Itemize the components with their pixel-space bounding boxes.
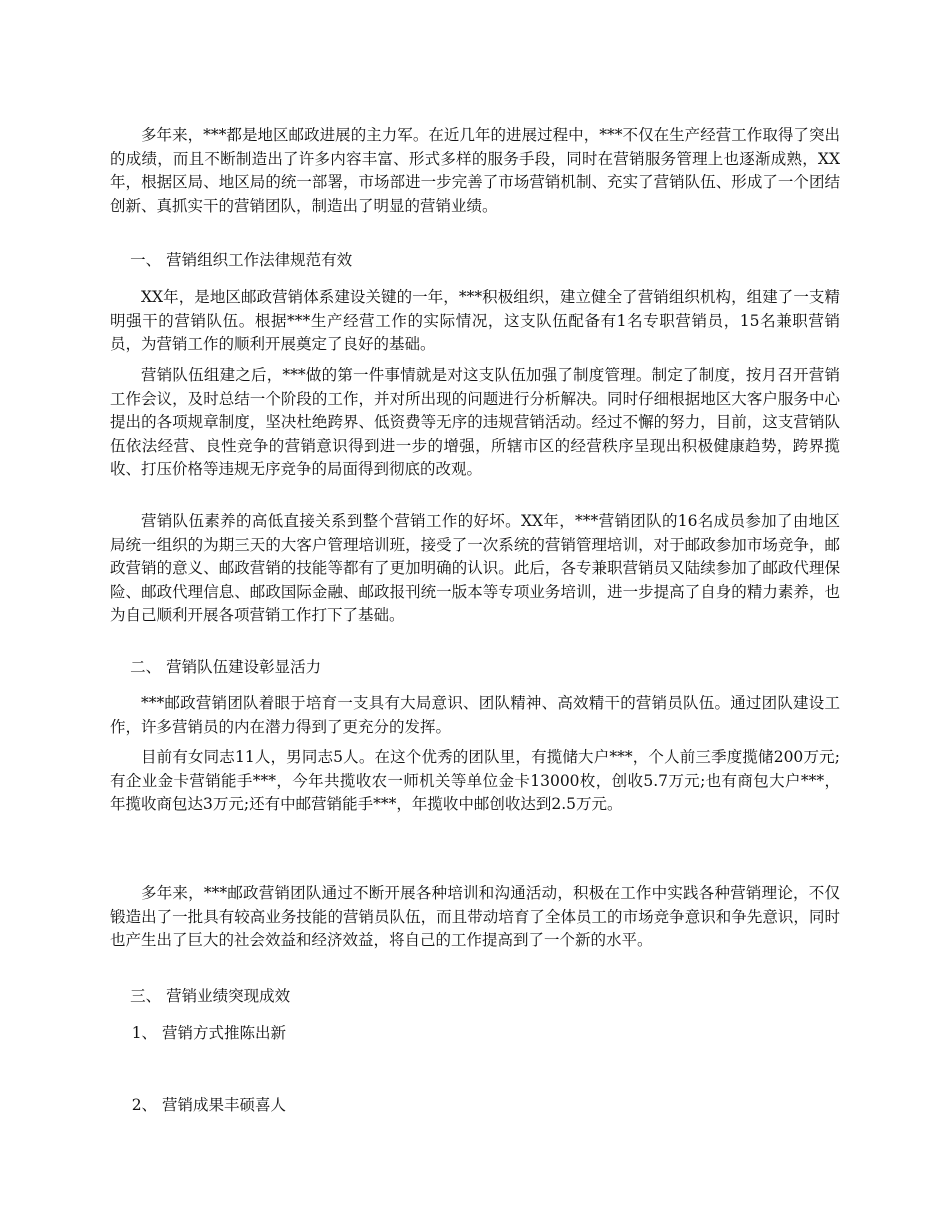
- section-heading-2: 二、 营销队伍建设彰显活力: [130, 658, 322, 676]
- subsection-heading-2: 2、 营销成果丰硕喜人: [131, 1096, 286, 1114]
- paragraph-training: 营销队伍素养的高低直接关系到整个营销工作的好坏。XX年，***营销团队的16名成员参加了由地区局统一组织的为期三天的大客户管理培训班，接受了一次系统的营销管理培训，对于邮政参加市场竞争，邮政营销的意义、邮政营销的技能等都有了更加明确的认识。此后，各专兼职营销员又陆续参加了邮政代理保险、邮政代理信息、邮政国际金融、邮政报刊统一版本等专项业务培训，进一步提高了自身的精力素养，也为自己顺利开展各项营销工作打下了基础。: [110, 512, 840, 624]
- section-heading-3: 三、 营销业绩突现成效: [130, 987, 291, 1005]
- subsection-heading-1: 1、 营销方式推陈出新: [131, 1024, 286, 1042]
- section-heading-1: 一、 营销组织工作法律规范有效: [130, 251, 353, 269]
- paragraph-results-summary: 多年来，***邮政营销团队通过不断开展各种培训和沟通活动，积极在工作中实践各种营销理论，不仅锻造出了一批具有较高业务技能的营销员队伍，而且带动培育了全体员工的市场竞争意识和争先意识，同时也产生出了巨大的社会效益和经济效益，将自己的工作提高到了一个新的水平。: [110, 884, 840, 949]
- paragraph-team-building: ***邮政营销团队着眼于培育一支具有大局意识、团队精神、高效精干的营销员队伍。通过团队建设工作，许多营销员的内在潜力得到了更充分的发挥。: [110, 694, 840, 736]
- paragraph-intro: 多年来，***都是地区邮政进展的主力军。在近几年的进展过程中，***不仅在生产经营工作取得了突出的成绩，而且不断制造出了许多内容丰富、形式多样的服务手段，同时在营销服务管理上也逐渐成熟，XX年，根据区局、地区局的统一部署，市场部进一步完善了市场营销机制、充实了营销队伍、形成了一个团结创新、真抓实干的营销团队，制造出了明显的营销业绩。: [110, 126, 840, 215]
- paragraph-organization: XX年，是地区邮政营销体系建设关键的一年，***积极组织，建立健全了营销组织机构，组建了一支精明强干的营销队伍。根据***生产经营工作的实际情况，这支队伍配备有1名专职营销员，15名兼职营销员，为营销工作的顺利开展奠定了良好的基础。: [110, 288, 840, 353]
- paragraph-management: 营销队伍组建之后，***做的第一件事情就是对这支队伍加强了制度管理。制定了制度，按月召开营销工作会议，及时总结一个阶段的工作，并对所出现的问题进行分析解决。同时仔细根据地区大客户服务中心提出的各项规章制度，坚决杜绝跨界、低资费等无序的违规营销活动。经过不懈的努力，目前，这支营销队伍依法经营、良性竞争的营销意识得到进一步的增强，所辖市区的经营秩序呈现出积极健康趋势，跨界揽收、打压价格等违规无序竞争的局面得到彻底的改观。: [110, 366, 840, 478]
- paragraph-team-members: 目前有女同志11人，男同志5人。在这个优秀的团队里，有揽储大户***，个人前三季度揽储200万元;有企业金卡营销能手***，今年共揽收农一师机关等单位金卡13000枚，创收5.7万元;也有商包大户***，年揽收商包达3万元;还有中邮营销能手***，年揽收中邮创收达到2.5万元。: [110, 748, 840, 813]
